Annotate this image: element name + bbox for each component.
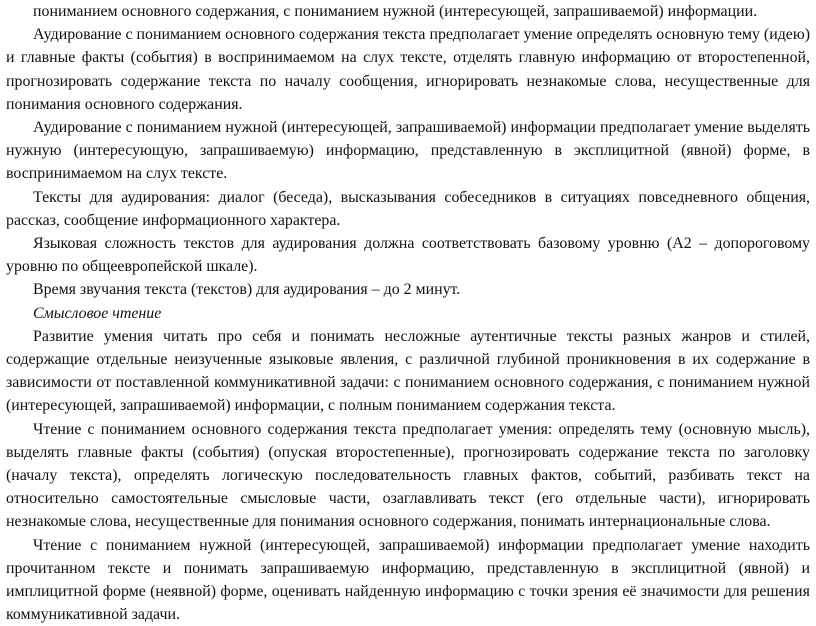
document-page <box>6 0 810 626</box>
paragraph-reading-main-content: Чтение с пониманием основного содержания текста предполагает умения: определять тему (основную мысль), выделять главные факты (события) (опуская второстепенные), прогнозировать содержание текста по заголовку (началу текста), определять логическую последовательность главных фактов, событий, разбивать текст на относительно самостоятельные смысловые части, озаглавливать текст (его отдельные части), игнорировать незнакомые слова, несущественные для понимания основного содержания, понимать интернациональные слова. <box>6 420 810 531</box>
paragraph-listening-types-end: пониманием основного содержания, с пониманием нужной (интересующей, запрашиваемой) информации. <box>33 3 758 20</box>
paragraph-listening-main-content: Аудирование с пониманием основного содержания текста предполагает умение определять основную тему (идею) и главные факты (события) в воспринимаемом на слух тексте, отделять главную информацию от второстепенной, прогнозировать содержание текста по началу сообщения, игнорировать незнакомые слова, несущественные для понимания основного содержания. <box>6 26 810 113</box>
paragraph-reading-development: Развитие умения читать про себя и понимать несложные аутентичные тексты разных жанров и стилей, содержащие отдельные неизученные языковые явления, с различной глубиной проникновения в их содержание в зависимости от поставленной коммуникативной задачи: с пониманием основного содержания, с пониманием нужной (интересующей, запрашиваемой) информации, с полным пониманием содержания текста. <box>6 327 810 415</box>
section-heading-reading: Смысловое чтение <box>33 304 162 322</box>
paragraph-reading-specific-info: Чтение с пониманием нужной (интересующей, запрашиваемой) информации предполагает умение находить прочитанном тексте и понимать запрашиваемую информацию, представленную в эксплицитной (явной) и имплицитной форме (неявной) форме, оценивать найденную информацию с точки зрения её значимости для решения коммуникативной задачи. <box>6 536 810 624</box>
paragraph-listening-specific-info: Аудирование с пониманием нужной (интересующей, запрашиваемой) информации предполагает умение выделять нужную (интересующую, запрашиваемую) информацию, представленную в эксплицитной (явной) форме, в воспринимаемом на слух тексте. <box>6 119 810 183</box>
paragraph-listening-texts: Тексты для аудирования: диалог (беседа), высказывания собеседников в ситуациях повседневного общения, рассказ, сообщение информационного характера. <box>6 188 810 229</box>
paragraph-listening-duration: Время звучания текста (текстов) для аудирования – до 2 минут. <box>33 281 461 299</box>
paragraph-listening-complexity: Языковая сложность текстов для аудирования должна соответствовать базовому уровню (А2 – допороговому уровню по общеевропейской шкале). <box>6 235 810 276</box>
